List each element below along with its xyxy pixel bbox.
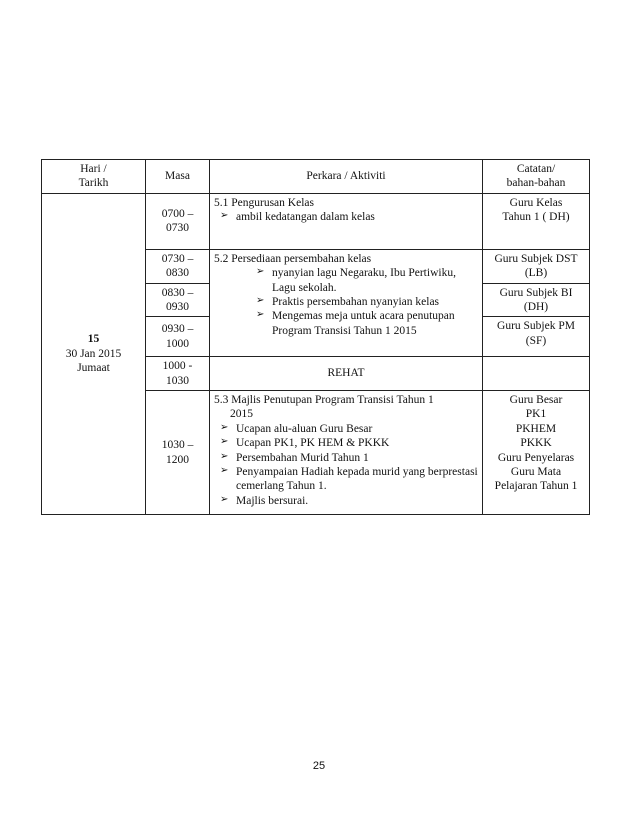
time-cell: 0700 – 0730: [146, 193, 210, 249]
activity-item: ➢ ambil kedatangan dalam kelas: [220, 210, 478, 224]
activity-cell: [210, 391, 483, 515]
schedule-table: [41, 159, 590, 515]
day-cell: [42, 193, 146, 514]
activity-cell: [210, 249, 483, 357]
activity-item: ➢ Ucapan alu-aluan Guru Besar: [220, 422, 478, 436]
activity-item: ➢ Penyampaian Hadiah kepada murid yang berprestasi cemerlang Tahun 1.: [220, 465, 478, 494]
activity-item: ➢ Praktis persembahan nyanyian kelas: [256, 295, 478, 309]
row-0700: [42, 193, 590, 249]
day-weekday: Jumaat: [77, 362, 110, 375]
day-number: 15: [87, 333, 100, 346]
activity-item: ➢ Majlis bersurai.: [220, 494, 478, 508]
notes-cell: Guru Subjek BI (DH): [483, 283, 590, 317]
header-activity: Perkara / Aktiviti: [210, 160, 483, 194]
activity-title: 5.2 Persediaan persembahan kelas: [214, 252, 372, 265]
notes-cell: Guru Besar PK1 PKHEM PKKK Guru Penyelaras Guru Mata Pelajaran Tahun 1: [483, 391, 590, 515]
activity-title: 5.3 Majlis Penutupan Program Transisi Tahun 1: [214, 394, 434, 406]
activity-title-cont: 2015: [230, 408, 253, 421]
time-cell: 1030 – 1200: [146, 391, 210, 515]
page-number: 25: [312, 760, 326, 772]
time-cell: 0930 – 1000: [146, 317, 210, 357]
activity-item: ➢ Mengemas meja untuk acara penutupan Program Transisi Tahun 1 2015: [256, 309, 478, 338]
notes-cell: Guru Subjek PM (SF): [483, 317, 590, 357]
activity-cell: [210, 193, 483, 249]
break-label: REHAT: [210, 357, 483, 391]
time-cell: 1000 - 1030: [146, 357, 210, 391]
day-date: 30 Jan 2015: [65, 347, 122, 360]
header-notes: Catatan/ bahan-bahan: [483, 160, 590, 194]
notes-cell: Guru Subjek DST (LB): [483, 249, 590, 283]
header-time: Masa: [146, 160, 210, 194]
notes-cell: Guru Kelas Tahun 1 ( DH): [483, 193, 590, 249]
time-cell: 0730 – 0830: [146, 249, 210, 283]
header-row: [42, 160, 590, 194]
notes-cell: [483, 357, 590, 391]
time-cell: 0830 – 0930: [146, 283, 210, 317]
activity-item: ➢ Persembahan Murid Tahun 1: [220, 451, 478, 465]
activity-item: ➢ nyanyian lagu Negaraku, Ibu Pertiwiku, Lagu sekolah.: [256, 266, 478, 295]
header-day: Hari / Tarikh: [42, 160, 146, 194]
activity-title: 5.1 Pengurusan Kelas: [214, 196, 314, 209]
activity-item: ➢ Ucapan PK1, PK HEM & PKKK: [220, 436, 478, 450]
